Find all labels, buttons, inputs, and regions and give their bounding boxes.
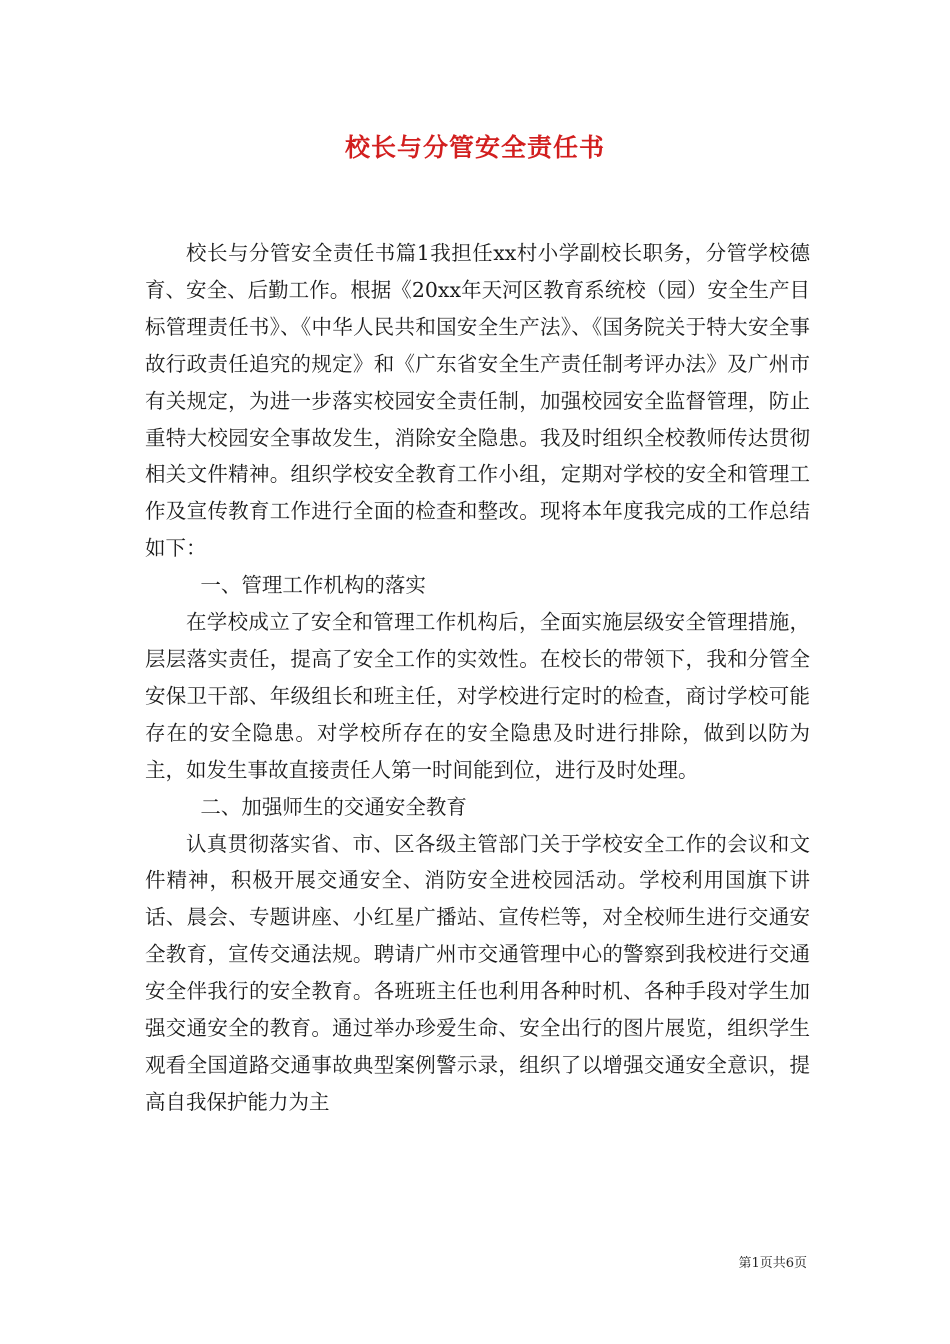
document-body	[145, 235, 810, 1121]
section-heading-1: 一、管理工作机构的落实	[200, 573, 426, 598]
paragraph-intro: 校长与分管安全责任书篇1我担任xx村小学副校长职务，分管学校德育、安全、后勤工作。根据《20xx年天河区教育系统校（园）安全生产目标管理责任书》、《中华人民共和国安全生产法》、《国务院关于特大安全事故行政责任追究的规定》和《广东省安全生产责任制考评办法》及广州市有关规定，为进一步落实校园安全责任制，加强校园安全监督管理，防止重特大校园安全事故发生，消除安全隐患。我及时组织全校教师传达贯彻相关文件精神。组织学校安全教育工作小组，定期对学校的安全和管理工作及宣传教育工作进行全面的检查和整改。现将本年度我完成的工作总结如下：	[145, 241, 810, 561]
document-title: 校长与分管安全责任书	[344, 133, 605, 162]
paragraph-section-1: 在学校成立了安全和管理工作机构后，全面实施层级安全管理措施，层层落实责任，提高了安全工作的实效性。在校长的带领下，我和分管全安保卫干部、年级组长和班主任，对学校进行定时的检查，商讨学校可能存在的安全隐患。对学校所存在的安全隐患及时进行排除，做到以防为主，如发生事故直接责任人第一时间能到位，进行及时处理。	[145, 610, 810, 782]
section-heading-2: 二、加强师生的交通安全教育	[200, 794, 467, 819]
page-number-footer: 第1页共6页	[738, 1256, 807, 1271]
paragraph-section-2: 认真贯彻落实省、市、区各级主管部门关于学校安全工作的会议和文件精神，积极开展交通安全、消防安全进校园活动。学校利用国旗下讲话、晨会、专题讲座、小红星广播站、宣传栏等，对全校师生进行交通安全教育，宣传交通法规。聘请广州市交通管理中心的警察到我校进行交通安全伴我行的安全教育。各班班主任也利用各种时机、各种手段对学生加强交通安全的教育。通过举办珍爱生命、安全出行的图片展览，组织学生观看全国道路交通事故典型案例警示录，组织了以增强交通安全意识，提高自我保护能力为主	[145, 831, 810, 1114]
